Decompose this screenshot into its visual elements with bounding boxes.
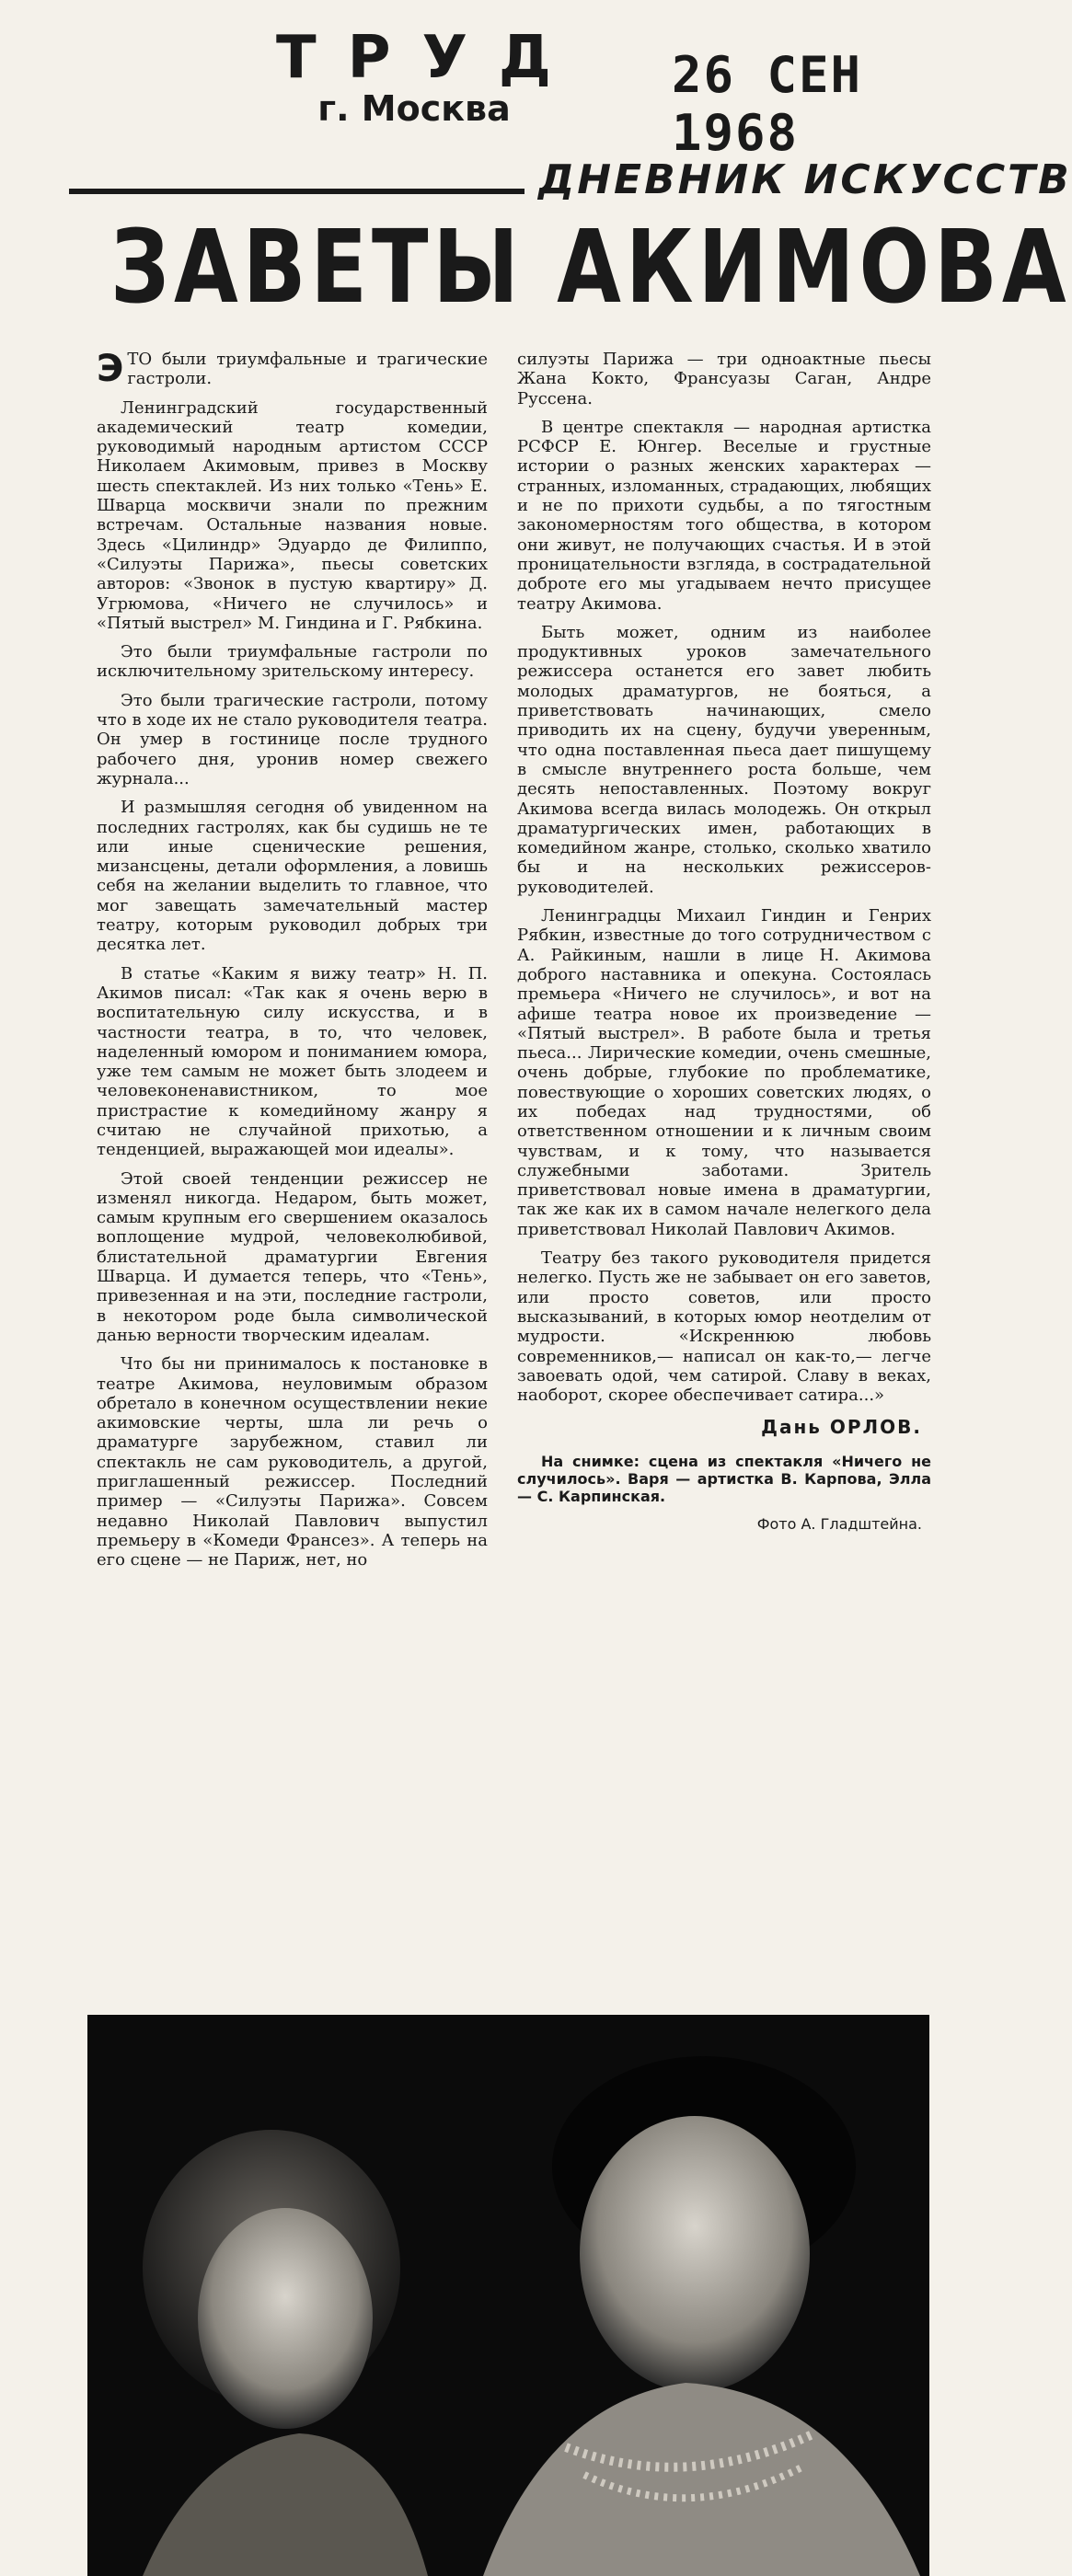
paragraph: И размышляя сегодня об увиденном на последних гастролях, как бы судишь не те или иные сценические решения, мизансцены, детали оформления, а ловишь себя на желании выделить то главное, что мог завещать замечательный мастер театру, которым руководил добрых три десятка лет.: [97, 798, 488, 955]
article-column-2: [517, 350, 931, 1534]
paragraph: Это были трагические гастроли, потому что в ходе их не стало руководителя театра. Он умер в гостинице после трудного рабочего дня, уронив номер свежего журнала...: [97, 690, 488, 788]
paragraph: Это были триумфальные гастроли по исключительному зрительскому интересу.: [97, 642, 488, 682]
paragraph: Театру без такого руководителя придется нелегко. Пусть же не забывает он его заветов, или просто советов, или просто высказываний, в которых юмор неотделим от мудрости. «Искреннюю любовь современников,— написал он как-то,— легче завоевать одой, чем сатирой. Славу в веках, наоборот, скорее обеспечивает сатира...»: [517, 1248, 931, 1406]
paragraph: Быть может, одним из наиболее продуктивных уроков замечательного режиссера останется его завет любить молодых драматургов, не бояться, а приветствовать начинающих, смело приводить их на сцену, будучи уверенным, что одна поставленная пьеса дает пишущему в смысле внутреннего роста больше, чем десять непоставленных. Поэтому вокруг Акимова всегда вилась молодежь. Он открыл драматургических имен, работающих в комедийном жанре, столько, сколько хватило бы и на нескольких режиссеров-руководителей.: [517, 622, 931, 897]
headline: ЗАВЕТЫ АКИМОВА: [110, 208, 1071, 326]
stage-photo-image: [87, 2015, 929, 2576]
city-line: г. Москва: [317, 88, 511, 129]
photo-caption: На снимке: сцена из спектакля «Ничего не случилось». Варя — артистка В. Карпова, Элла — С. Карпинская.: [517, 1452, 931, 1505]
paragraph: Ленинградцы Михаил Гиндин и Генрих Рябкин, известные до того сотрудничеством с А. Райкиным, нашли в лице Н. Акимова доброго наставника и опекуна. Состоялась премьера «Ничего не случилось», и вот на афише театра новое их произведение — «Пятый выстрел». В работе была и третья пьеса... Лирические комедии, очень смешные, очень добрые, глубокие по проблематике, повествующие о хороших советских людях, о их победах над трудностями, об ответственном отношении и к личным своим чувствам, и к тому, что называется служебными заботами. Зритель приветствовал новые имена в драматургии, так же как их в самом начале нелегкого дела приветствовал Николай Павлович Акимов.: [517, 906, 931, 1239]
stage-photo: [87, 2015, 929, 2576]
lead-text: ТО были триумфальные и трагические гастроли.: [127, 350, 488, 389]
paragraph: силуэты Парижа — три одноактные пьесы Жана Кокто, Франсуазы Саган, Андре Руссена.: [517, 350, 931, 408]
author-signature: Дань ОРЛОВ.: [761, 1416, 922, 1439]
paragraph: Этой своей тенденции режиссер не изменял никогда. Недаром, быть может, самым крупным его свершением оказалось воплощение мудрой, человеколюбивой, блистательной драматургии Евгения Шварца. И думается теперь, что «Тень», привезенная и на эти, последние гастроли, в некотором роде была символической данью верности творческим идеалам.: [97, 1168, 488, 1345]
paragraph: Ленинградский государственный академический театр комедии, руководимый народным артистом СССР Николаем Акимовым, привез в Москву шесть спектаклей. Из них только «Тень» Е. Шварца москвичи знали по прежним встречам. Остальные названия новые. Здесь «Цилиндр» Эдуардо де Филиппо, «Силуэты Парижа», пьесы советских авторов: «Звонок в пустую квартиру» Д. Угрюмова, «Ничего не случилось» и «Пятый выстрел» М. Гиндина и Г. Рябкина.: [97, 397, 488, 633]
paragraph: В статье «Каким я вижу театр» Н. П. Акимов писал: «Так как я очень верю в воспитательную силу искусства, и в частности театра, в то, что человек, наделенный юмором и пониманием юмора, уже тем самым не может быть злодеем и человеконенавистником, то мое пристрастие к комедийному жанру я считаю не случайной прихотью, а тенденцией, выражающей мои идеалы».: [97, 963, 488, 1160]
rubric-rule: [69, 189, 524, 194]
lead-paragraph: [97, 350, 488, 389]
date-stamp: 26 СЕН 1968: [672, 46, 863, 162]
paragraph: Что бы ни принималось к постановке в театре Акимова, неуловимым образом обретало в конечном осуществлении некие акимовские черты, шла ли речь о драматурге зарубежном, ставил ли спектакль не сам руководитель, а другой, приглашенный режиссер. Последний пример — «Силуэты Парижа». Совсем недавно Николай Павлович выпустил премьеру в «Комеди Франсез». А теперь на его сцене — не Париж, нет, но: [97, 1354, 488, 1570]
drop-cap: Э: [97, 348, 124, 390]
newspaper-stamp: [276, 24, 582, 129]
paragraph: В центре спектакля — народная артистка РСФСР Е. Юнгер. Веселые и грустные истории о разных женских характерах — странных, изломанных, страдающих, любящих и не по прихоти судьбы, а по тягостным закономерностям того общества, в котором они живут, не получающих счастья. И в этой проницательности взгляда, в сострадательной доброте его мы угадываем нечто присущее театру Акимова.: [517, 417, 931, 614]
rubric: ДНЕВНИК ИСКУССТВ: [538, 156, 1072, 203]
article-column-1: [97, 350, 488, 1580]
photo-credit: Фото А. Гладштейна.: [756, 1514, 922, 1533]
masthead: ТРУД: [276, 24, 582, 92]
